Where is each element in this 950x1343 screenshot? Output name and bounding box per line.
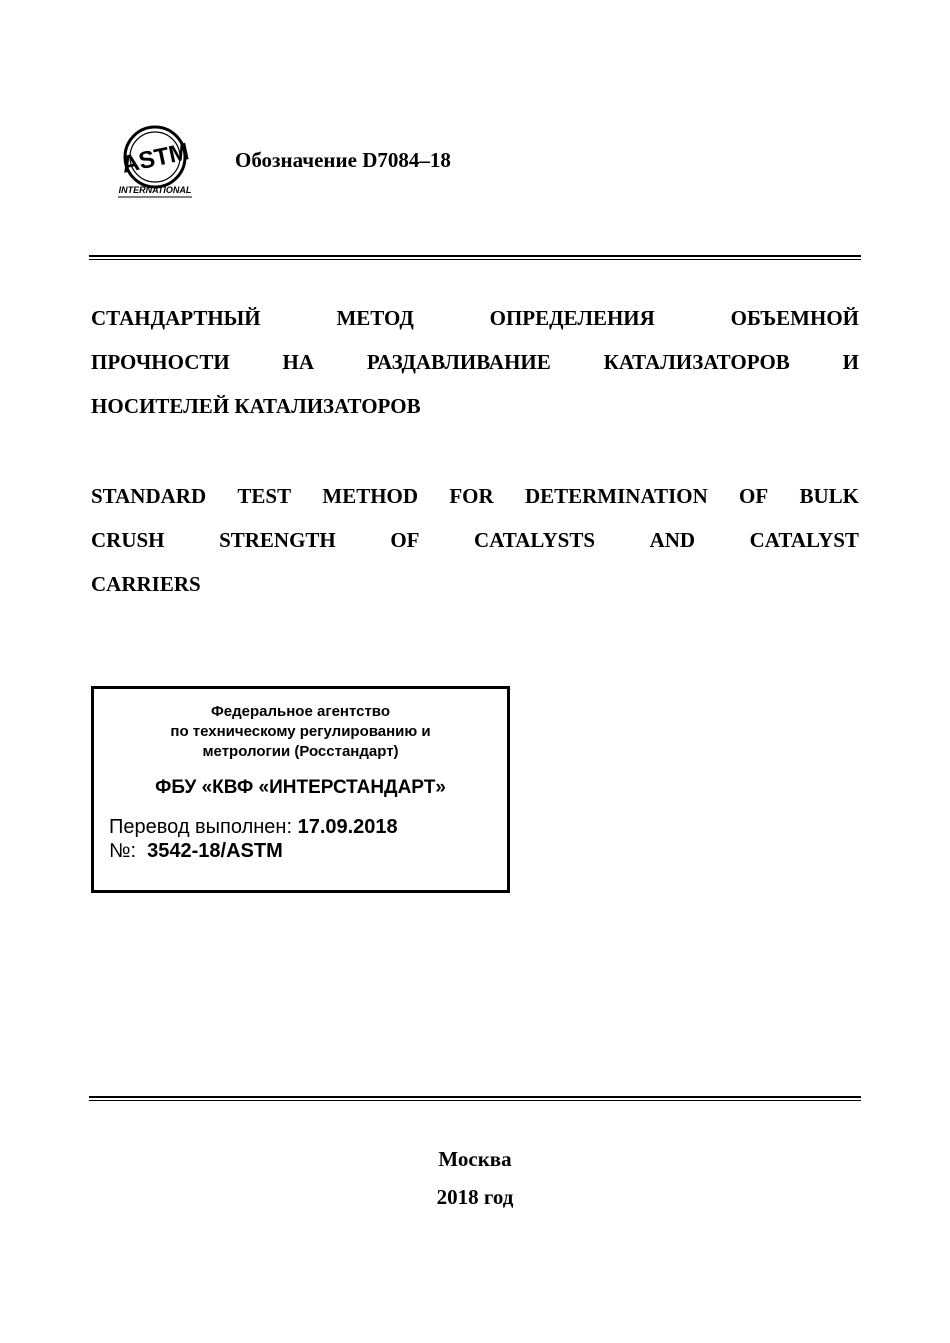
stamp-organization: ФБУ «КВФ «ИНТЕРСТАНДАРТ» (155, 777, 446, 798)
word: CATALYSTS (474, 528, 596, 552)
logo-international-text: INTERNATIONAL (118, 185, 192, 195)
word: FOR (449, 484, 494, 508)
stamp-agency-line: метрологии (Росстандарт) (202, 743, 399, 760)
stamp-agency-line: по техническому регулированию и (170, 723, 431, 740)
top-divider (89, 255, 861, 260)
word: НОСИТЕЛЕЙ КАТАЛИЗАТОРОВ (91, 394, 421, 418)
word: BULK (799, 484, 859, 508)
word: AND (649, 528, 696, 552)
stamp-translation-date: 17.09.2018 (297, 816, 398, 838)
stamp-number-line (94, 839, 507, 863)
logo-astm-text: ASTM (119, 138, 192, 179)
title-russian (91, 296, 859, 428)
word: НА (282, 350, 315, 374)
word: TEST (237, 484, 292, 508)
publication-city: Москва (438, 1147, 512, 1171)
word: СТАНДАРТНЫЙ (91, 306, 261, 330)
word: CRUSH (91, 528, 165, 552)
astm-logo (112, 124, 198, 200)
stamp-agency (94, 702, 507, 762)
title-en-line-2 (91, 518, 859, 562)
stamp-translation-label: Перевод выполнен: (109, 816, 293, 838)
word: STANDARD (91, 484, 207, 508)
word: И (842, 350, 859, 374)
word: OF (739, 484, 769, 508)
title-en-line-1 (91, 474, 859, 518)
word: КАТАЛИЗАТОРОВ (603, 350, 790, 374)
title-ru-line-3 (91, 384, 859, 428)
bottom-divider (89, 1096, 861, 1101)
stamp-number-label: №: (109, 840, 137, 862)
title-english (91, 474, 859, 606)
word: ОБЪЕМНОЙ (730, 306, 859, 330)
publication-year: 2018 год (436, 1185, 514, 1209)
stamp-agency-line: Федеральное агентство (210, 703, 390, 720)
stamp-number-value: 3542-18/ASTM (147, 840, 283, 862)
title-en-line-3 (91, 562, 859, 606)
translation-stamp (91, 686, 510, 893)
word: CATALYST (749, 528, 859, 552)
word: METHOD (322, 484, 419, 508)
word: CARRIERS (91, 572, 201, 596)
word: OF (390, 528, 420, 552)
word: STRENGTH (219, 528, 336, 552)
title-ru-line-2 (91, 340, 859, 384)
document-designation: Обозначение D7084–18 (235, 148, 451, 172)
word: РАЗДАВЛИВАНИЕ (366, 350, 551, 374)
title-ru-line-1 (91, 296, 859, 340)
word: ПРОЧНОСТИ (91, 350, 230, 374)
word: ОПРЕДЕЛЕНИЯ (489, 306, 655, 330)
word: МЕТОД (336, 306, 414, 330)
word: DETERMINATION (524, 484, 708, 508)
stamp-translation-date-line (94, 815, 507, 839)
